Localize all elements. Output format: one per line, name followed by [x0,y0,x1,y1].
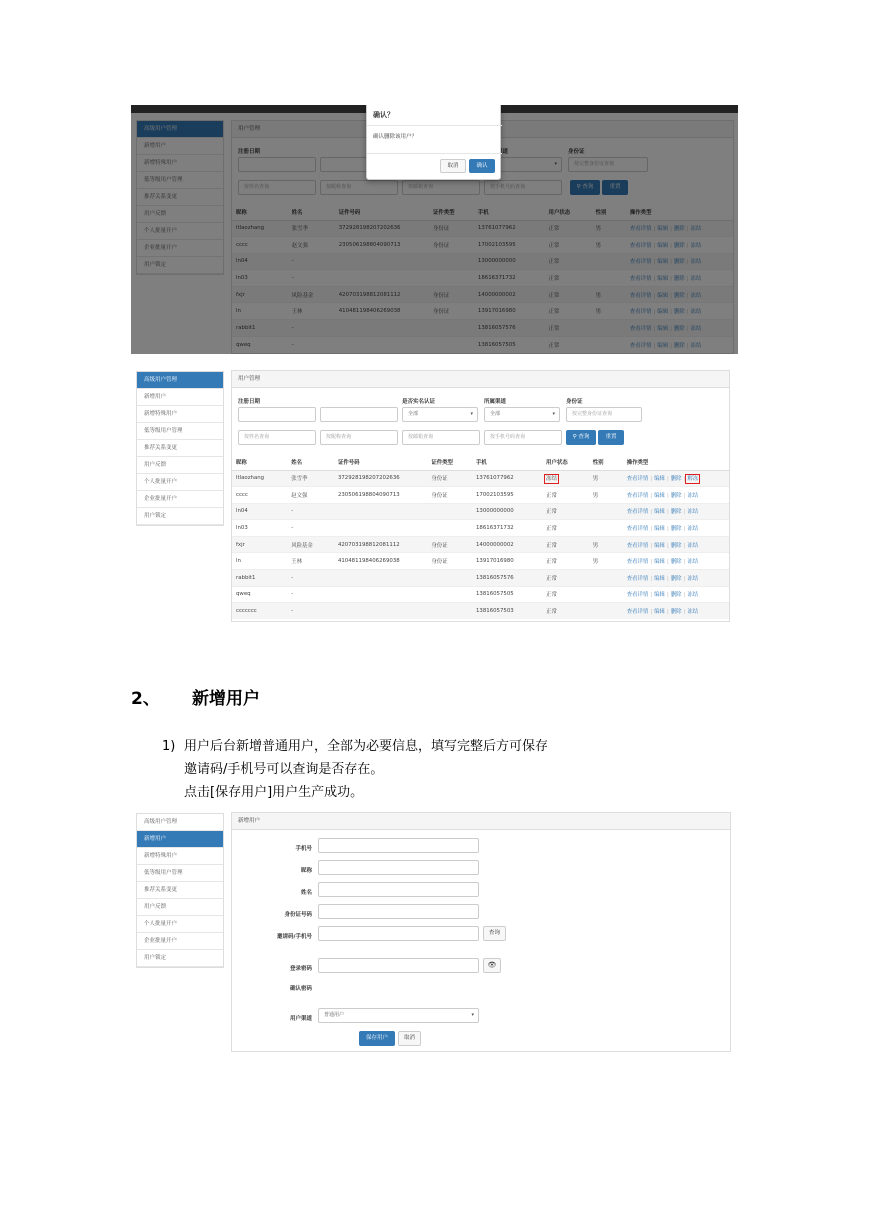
op-link[interactable]: 冻结 [687,575,699,582]
sidebar-item-referral-change[interactable]: 推荐关系变更 [137,882,223,899]
op-link[interactable]: 删除 [670,542,682,549]
cell-nick-text: ln [236,558,241,565]
cell-phone [472,520,542,537]
cell-type [427,570,472,587]
op-link[interactable]: 编辑 [654,559,665,566]
cell-sex [589,586,623,603]
column-header: 性别 [589,454,623,470]
op-separator: | [650,526,653,533]
id-card-label: 身份证号码 [284,912,312,918]
table-row [232,553,729,570]
search-icon: ⚲ [572,434,577,440]
op-separator: | [650,592,653,599]
op-link[interactable]: 编辑 [654,509,665,516]
op-separator: | [666,492,669,499]
op-separator: | [650,559,653,566]
cell-nick [232,586,287,603]
invite-query-button[interactable]: 查询 [483,926,506,941]
cell-nick-text: rabbit1 [236,574,256,581]
cell-status [542,470,589,487]
op-separator: | [666,509,669,516]
sidebar-item-feedback[interactable]: 用户反馈 [137,457,223,474]
invite-field[interactable] [318,926,479,941]
sidebar-item-low-level-users[interactable]: 低等级用户管理 [137,423,223,440]
op-link[interactable]: 删除 [670,609,682,616]
cell-phone-text: 17002103595 [475,491,514,498]
dialog-divider-bottom [367,153,502,154]
op-link[interactable]: 编辑 [654,542,665,549]
cell-status-text: 正常 [546,559,557,566]
name-field[interactable] [318,882,479,897]
cell-name-text: - [291,525,294,532]
id-card-field[interactable] [318,904,479,919]
cell-ops [623,603,729,620]
cell-type [427,553,472,570]
op-link[interactable]: 查看详情 [626,492,649,499]
op-separator: | [683,559,686,566]
op-separator: | [650,575,653,582]
cell-type-text: 身份证 [431,542,448,549]
eye-icon: 👁 [487,961,497,969]
cell-status-text: 正常 [546,526,557,533]
cell-phone [472,487,542,504]
cell-name-text: - [291,591,294,598]
cell-status-text: 正常 [546,542,557,549]
cell-ops [623,520,729,537]
cell-sex [589,520,623,537]
column-header: 用户状态 [542,454,589,470]
cell-type-text: 身份证 [431,559,448,566]
op-link[interactable]: 冻结 [687,542,699,549]
cell-id-text: 372928198207202636 [337,475,400,482]
nickname-input[interactable]: 按昵称查询 [320,430,398,445]
cell-name-text: 风险基金 [291,542,313,549]
user-type-select[interactable]: 普通用户 ▾ [318,1008,479,1023]
user-type-label: 用户渠道 [289,1016,312,1022]
sidebar-item-enterprise-batch[interactable]: 企业批量开户 [137,491,223,508]
screenshot-user-management [131,366,738,622]
table-row [232,570,729,587]
cell-sex [589,536,623,553]
op-link[interactable]: 冻结 [687,526,699,533]
reset-button[interactable]: 重置 [598,430,624,445]
save-user-button[interactable]: 保存用户 [359,1031,395,1046]
cell-phone-text: 13816057505 [475,591,514,598]
op-separator: | [650,476,653,483]
column-header: 证件号码 [334,454,427,470]
cell-name-text: 赵文强 [291,492,308,499]
cell-id [334,570,427,587]
sidebar-item-user-lock[interactable]: 用户锁定 [137,950,223,967]
cell-id-text: 420703198812081112 [337,541,400,548]
cell-type [427,603,472,620]
cell-ops [623,586,729,603]
table-row [232,586,729,603]
sidebar-item-personal-batch[interactable]: 个人批量开户 [137,916,223,933]
cell-id [334,470,427,487]
op-separator: | [683,509,686,516]
cell-nick-text: ln03 [236,525,248,532]
op-link[interactable]: 编辑 [654,592,665,599]
register-date-end-input[interactable] [320,407,398,422]
sidebar-item-feedback[interactable]: 用户反馈 [137,899,223,916]
op-separator: | [666,476,669,483]
cell-name-text: - [291,608,294,615]
cell-phone [472,553,542,570]
column-header: 操作类型 [623,454,729,470]
cell-name [287,586,334,603]
screenshot-add-user [131,810,738,1054]
op-separator: | [666,559,669,566]
op-separator: | [683,575,686,582]
add-user-panel [231,812,731,1052]
cell-sex-text: 男 [592,542,599,549]
instruction-line-3: 点击[保存用户]用户生产成功。 [184,785,364,800]
section-number: 2、 [131,689,160,709]
cell-sex [589,487,623,504]
op-separator: | [683,476,686,483]
op-link[interactable]: 查看详情 [626,559,649,566]
cell-nick-text: fxjr [236,541,245,548]
cell-id [334,536,427,553]
op-link[interactable]: 删除 [670,509,682,516]
cell-type [427,503,472,520]
cell-sex [589,603,623,620]
cell-phone-text: 13816057503 [475,608,514,615]
cell-status [542,586,589,603]
cell-type [427,470,472,487]
sidebar-item-personal-batch[interactable]: 个人批量开户 [137,474,223,491]
op-separator: | [650,492,653,499]
cell-sex [589,570,623,587]
panel-title: 新增用户 [232,813,730,830]
cell-nick-text: cccc [236,491,248,498]
cell-id [334,553,427,570]
cell-status [542,603,589,620]
search-button[interactable] [566,430,596,445]
op-link[interactable]: 编辑 [654,526,665,533]
op-link[interactable]: 查看详情 [626,542,649,549]
op-separator: | [650,609,653,616]
op-link[interactable]: 删除 [670,476,682,483]
cell-name [287,520,334,537]
cell-nick [232,553,287,570]
table-row [232,520,729,537]
table-row [232,470,729,487]
cell-nick-text: ln04 [236,508,248,515]
cell-status-text: 冻结 [546,476,557,483]
cell-sex [589,503,623,520]
cell-status [542,503,589,520]
realname-select[interactable]: 全部 ▾ [402,407,478,422]
cell-type [427,586,472,603]
cell-type [427,536,472,553]
cell-name [287,553,334,570]
cell-phone-text: 13000000000 [475,508,514,515]
cell-nick [232,520,287,537]
cell-status [542,553,589,570]
dialog-cancel-button[interactable]: 取消 [440,159,466,173]
cell-name [287,487,334,504]
op-link[interactable]: 编辑 [654,476,665,483]
op-separator: | [666,575,669,582]
cell-nick [232,570,287,587]
cell-name [287,536,334,553]
sidebar [136,813,224,968]
nickname-label: 昵称 [300,868,312,874]
cell-name [287,603,334,620]
cell-status-text: 正常 [546,492,557,499]
cell-phone-text: 13761077962 [475,475,514,482]
dialog-divider [367,125,502,126]
cell-phone-text: 13816057576 [475,574,514,581]
name-input[interactable]: 按姓名查询 [238,430,316,445]
cell-sex [589,553,623,570]
op-link[interactable]: 查看详情 [626,609,649,616]
show-password-button[interactable] [483,958,501,973]
sidebar-item-advanced-users[interactable]: 高级用户管理 [137,814,223,831]
cell-nick [232,487,287,504]
cell-sex-text: 男 [592,476,599,483]
dialog-confirm-button[interactable]: 确认 [469,159,495,173]
cell-id [334,520,427,537]
op-link[interactable]: 查看详情 [626,575,649,582]
section-title: 新增用户 [192,689,260,709]
cell-id [334,487,427,504]
op-separator: | [666,526,669,533]
cell-phone [472,536,542,553]
op-separator: | [666,592,669,599]
column-header: 证件类型 [427,454,472,470]
phone-label: 手机号 [295,846,312,852]
cell-status [542,570,589,587]
table-row [232,503,729,520]
phone-input[interactable]: 按手机号码查询 [484,430,562,445]
cell-phone-text: 18616371732 [475,525,514,532]
invite-label: 邀请码/手机号 [276,934,312,940]
cell-type-text: 身份证 [431,476,448,483]
user-table [232,454,729,619]
cell-type-text: 身份证 [431,492,448,499]
cell-id-text: 410481198406269038 [337,558,400,565]
cell-sex-text: 男 [592,492,599,499]
email-input[interactable]: 按邮箱查询 [402,430,480,445]
op-separator: | [666,609,669,616]
sidebar [136,371,224,526]
cell-nick-text: ccccccc [236,608,257,615]
cell-nick [232,470,287,487]
channel-select[interactable]: 全部 ▾ [484,407,560,422]
cell-id [334,503,427,520]
cell-type [427,487,472,504]
cell-status-text: 正常 [546,592,557,599]
cell-name-text: - [291,508,294,515]
cell-name [287,470,334,487]
phone-field[interactable] [318,838,479,853]
op-separator: | [650,542,653,549]
op-link[interactable]: 解冻 [687,476,699,483]
instruction-line-1: 用户后台新增普通用户，全部为必要信息，填写完整后方可保存 [184,739,549,754]
sidebar-item-add-special-user[interactable]: 新增特殊用户 [137,848,223,865]
sidebar-item-enterprise-batch[interactable]: 企业批量开户 [137,933,223,950]
channel-label: 所属渠道 [484,399,507,405]
op-link[interactable]: 删除 [670,492,682,499]
cell-ops [623,487,729,504]
op-link[interactable]: 删除 [670,559,682,566]
op-link[interactable]: 冻结 [687,592,699,599]
cell-phone [472,603,542,620]
cell-name [287,570,334,587]
nickname-field[interactable] [318,860,479,875]
cell-name-text: 张雪季 [291,476,308,483]
cell-ops [623,553,729,570]
cell-nick-text: ltlaozhang [236,475,265,482]
column-header: 手机 [472,454,542,470]
sidebar-item-user-lock[interactable]: 用户锁定 [137,508,223,525]
cell-sex [589,470,623,487]
sidebar-item-add-user[interactable]: 新增用户 [137,389,223,406]
id-card-input[interactable]: 按完整身份证查询 [566,407,642,422]
confirm-password-label: 确认密码 [289,986,312,992]
cell-status [542,487,589,504]
cell-name-text: 王林 [291,559,303,566]
cell-status-text: 正常 [546,575,557,582]
op-link[interactable]: 查看详情 [626,526,649,533]
sidebar-item-low-level-users[interactable]: 低等级用户管理 [137,865,223,882]
confirm-dialog [366,105,501,180]
op-separator: | [683,492,686,499]
cell-phone [472,570,542,587]
cell-nick [232,536,287,553]
list-number: 1) [162,739,176,754]
cell-status [542,520,589,537]
op-separator: | [683,609,686,616]
sidebar-item-referral-change[interactable]: 推荐关系变更 [137,440,223,457]
sidebar-item-add-user[interactable]: 新增用户 [137,831,223,848]
op-link[interactable]: 编辑 [654,575,665,582]
op-link[interactable]: 删除 [670,526,682,533]
cancel-button[interactable]: 取消 [398,1031,421,1046]
cell-status [542,536,589,553]
cell-status-text: 正常 [546,609,557,616]
cell-phone-text: 13917016980 [475,558,514,565]
op-link[interactable]: 删除 [670,575,682,582]
op-link[interactable]: 删除 [670,592,682,599]
cell-phone-text: 14000000002 [475,541,514,548]
op-separator: | [683,526,686,533]
cell-phone [472,470,542,487]
op-link[interactable]: 查看详情 [626,509,649,516]
op-separator: | [683,592,686,599]
cell-type [427,520,472,537]
cell-ops [623,470,729,487]
cell-id-text: 230506198804090713 [337,491,400,498]
instruction-line-2: 邀请码/手机号可以查询是否存在。 [184,762,384,777]
op-link[interactable]: 查看详情 [626,592,649,599]
sidebar-item-add-special-user[interactable]: 新增特殊用户 [137,406,223,423]
cell-name [287,503,334,520]
cell-nick-text: qweq [236,591,251,598]
op-link[interactable]: 编辑 [654,609,665,616]
cell-phone [472,503,542,520]
op-link[interactable]: 查看详情 [626,476,649,483]
table-row [232,487,729,504]
cell-nick [232,603,287,620]
name-label: 姓名 [300,890,312,896]
column-header: 姓名 [287,454,334,470]
sidebar-item-advanced-users[interactable]: 高级用户管理 [137,372,223,389]
op-separator: | [666,542,669,549]
column-header: 昵称 [232,454,287,470]
op-link[interactable]: 冻结 [687,509,699,516]
register-date-start-input[interactable] [238,407,316,422]
op-link[interactable]: 冻结 [687,559,699,566]
op-separator: | [683,542,686,549]
cell-name-text: - [291,574,294,581]
cell-sex-text: 男 [592,559,599,566]
user-management-panel [231,370,730,622]
table-row [232,603,729,620]
cell-phone [472,586,542,603]
cell-ops [623,570,729,587]
cell-ops [623,503,729,520]
cell-nick [232,503,287,520]
cell-status-text: 正常 [546,509,557,516]
cell-id [334,586,427,603]
search-button-label: 查询 [578,434,590,440]
password-label: 登录密码 [289,966,312,972]
op-link[interactable]: 冻结 [687,492,699,499]
cell-id [334,603,427,620]
table-row [232,536,729,553]
password-field[interactable] [318,958,479,973]
dialog-title: 确认？ [373,111,394,119]
screenshot-user-management-modal [131,105,738,354]
panel-title: 用户管理 [232,371,729,388]
realname-label: 是否实名认证 [402,399,436,405]
op-link[interactable]: 冻结 [687,609,699,616]
op-separator: | [650,509,653,516]
dialog-message: 确认删除该用户？ [373,134,418,140]
register-date-label: 注册日期 [238,399,261,405]
cell-ops [623,536,729,553]
op-link[interactable]: 编辑 [654,492,665,499]
id-card-label: 身份证 [566,399,583,405]
